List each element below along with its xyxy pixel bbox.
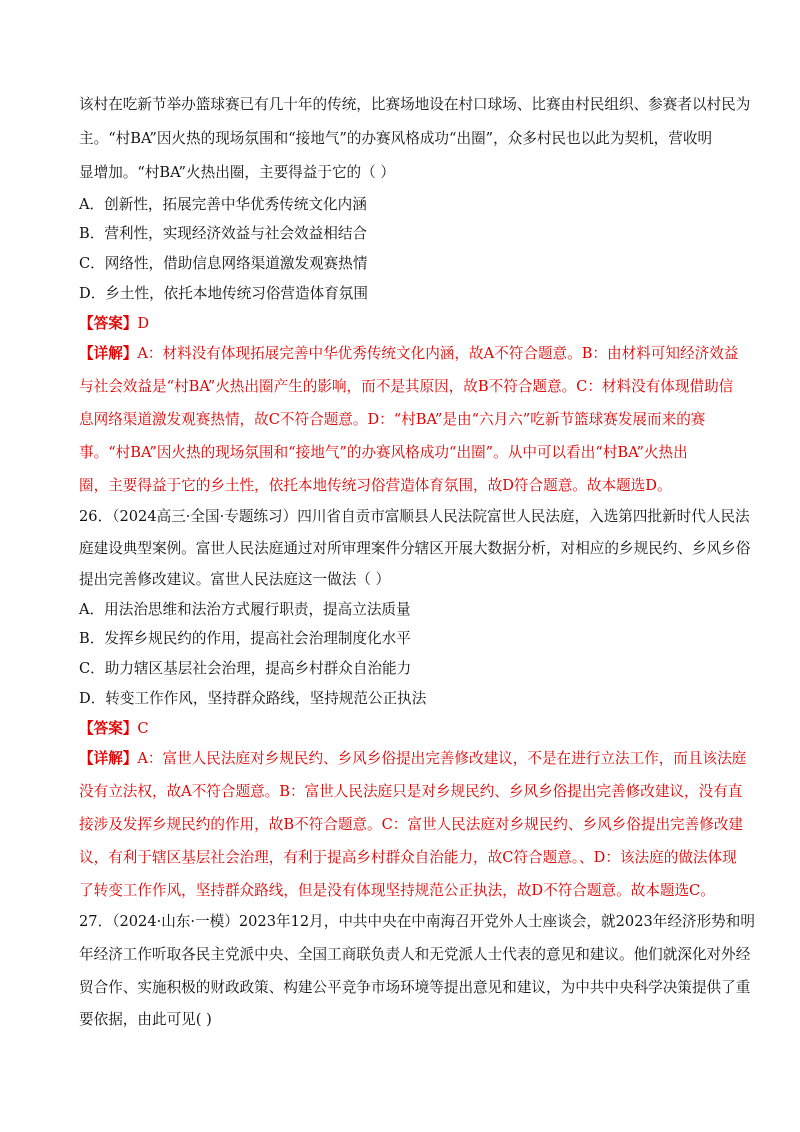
q25-detail-label: 【详解】 <box>79 345 138 362</box>
q26-detail-line-3: 接涉及发挥乡规民约的作用，故B不符合题意。C：富世人民法庭对乡规民约、乡风乡俗提出完善修改建 <box>79 816 744 833</box>
q26-option-a: A．用法治思维和法治方式履行职责，提高立法质量 <box>79 601 411 618</box>
q26-detail-label: 【详解】 <box>79 750 138 767</box>
q25-stem-line-3: 显增加。“村BA”火热出圈，主要得益于它的（ ） <box>79 164 395 181</box>
q25-detail-line-4: 事。“村BA”因火热的现场氛围和“接地气”的办赛风格成功“出圈”。从中可以看出“村BA”火热出 <box>79 444 688 461</box>
q25-detail-text-1: A：材料没有体现拓展完善中华优秀传统文化内涵，故A不符合题意。B：由材料可知经济效益 <box>137 345 739 362</box>
q25-option-b: B．营利性，实现经济效益与社会效益相结合 <box>79 225 368 242</box>
q25-option-d: D．乡土性，依托本地传统习俗营造体育氛围 <box>79 285 368 302</box>
q25-detail-line-2: 与社会效益是“村BA”火热出圈产生的影响，而不是其原因，故B不符合题意。C：材料没有体现借助信 <box>79 378 734 395</box>
q26-detail-line-1 <box>79 749 746 769</box>
q27-stem-line-2: 年经济工作听取各民主党派中央、全国工商联负责人和无党派人士代表的意见和建议。他们就深化对外经 <box>79 946 751 963</box>
q26-answer-label: 【答案】 <box>79 720 138 737</box>
q26-stem-line-2: 庭建设典型案例。富世人民法庭通过对所审理案件分辖区开展大数据分析，对相应的乡规民约、乡风乡俗 <box>79 540 751 557</box>
q25-answer-value: D <box>137 315 150 332</box>
q27-stem-line-1: 27．（2024·山东·一模）2023年12月，中共中央在中南海召开党外人士座谈会，就2023年经济形势和明 <box>79 913 755 930</box>
q25-stem-line-2: 主。“村BA”因火热的现场氛围和“接地气”的办赛风格成功“出圈”，众多村民也以此为契机，营收明 <box>79 130 713 147</box>
q26-option-c: C．助力辖区基层社会治理，提高乡村群众自治能力 <box>79 660 412 677</box>
q26-detail-line-5: 了转变工作作风，坚持群众路线，但是没有体现坚持规范公正执法，故D不符合题意。故本题选C。 <box>79 882 715 899</box>
q26-option-b: B．发挥乡规民约的作用，提高社会治理制度化水平 <box>79 630 411 647</box>
q25-option-a: A．创新性，拓展完善中华优秀传统文化内涵 <box>79 196 367 213</box>
q26-option-d: D．转变工作作风，坚持群众路线，坚持规范公正执法 <box>79 690 427 707</box>
q25-answer-label: 【答案】 <box>79 315 138 332</box>
q26-detail-line-2: 没有立法权，故A不符合题意。B：富世人民法庭只是对乡规民约、乡风乡俗提出完善修改建议，没有直 <box>79 783 743 800</box>
q25-detail-line-5: 圈，主要得益于它的乡土性，依托本地传统习俗营造体育氛围，故D符合题意。故本题选D。 <box>79 477 672 494</box>
q26-detail-text-1: A：富世人民法庭对乡规民约、乡风乡俗提出完善修改建议，不是在进行立法工作，而且该法庭 <box>137 750 747 767</box>
q25-answer <box>79 314 149 334</box>
q25-option-c: C．网络性，借助信息网络渠道激发观赛热情 <box>79 255 368 272</box>
q27-stem-line-3: 贸合作、实施积极的财政政策、构建公平竞争市场环境等提出意见和建议，为中共中央科学决策提供了重 <box>79 979 751 996</box>
q26-stem-line-1: 26．（2024高三·全国·专题练习）四川省自贡市富顺县人民法院富世人民法庭，入选第四批新时代人民法 <box>79 508 750 525</box>
q25-stem-line-1: 该村在吃新节举办篮球赛已有几十年的传统，比赛场地设在村口球场、比赛由村民组织、参赛者以村民为 <box>79 96 751 113</box>
q26-answer-value: C <box>137 720 149 737</box>
q26-stem-line-3: 提出完善修改建议。富世人民法庭这一做法（ ） <box>79 571 391 588</box>
q26-detail-line-4: 议，有利于辖区基层社会治理，有利于提高乡村群众自治能力，故C符合题意。、D：该法庭的做法体现 <box>79 849 737 866</box>
q26-answer <box>79 719 149 739</box>
q27-stem-line-4: 要依据，由此可见( ) <box>79 1011 212 1028</box>
q25-detail-line-1 <box>79 344 738 364</box>
q25-detail-line-3: 息网络渠道激发观赛热情，故C不符合题意。D：“村BA”是由“六月六”吃新节篮球赛发展而来的赛 <box>79 411 706 428</box>
